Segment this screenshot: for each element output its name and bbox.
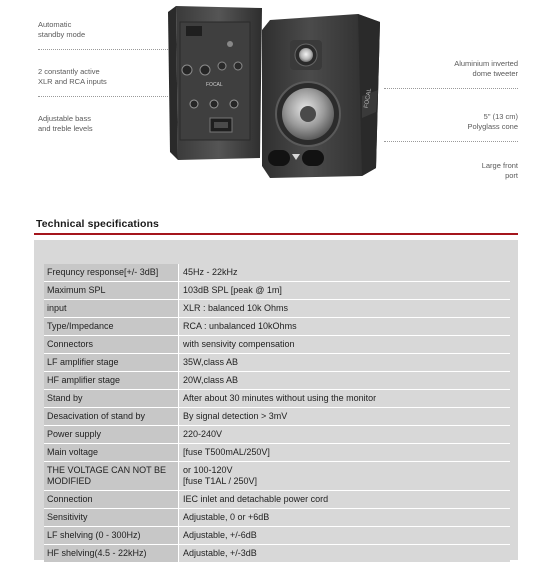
spec-value (179, 444, 511, 462)
spec-value-line: 20W,class AB (183, 375, 239, 385)
spec-label-line: input (47, 303, 67, 313)
spec-label (44, 390, 179, 408)
spec-value-line: RCA : unbalanced 10kOhms (183, 321, 297, 331)
spec-label-line: Connection (47, 494, 93, 504)
spec-label (44, 264, 179, 282)
spec-label-line: Power supply (47, 429, 102, 439)
spec-row (44, 390, 510, 408)
spec-value (179, 300, 511, 318)
spec-value-line: with sensivity compensation (183, 339, 295, 349)
spec-label (44, 527, 179, 545)
spec-row (44, 491, 510, 509)
spec-label-line: LF amplifier stage (47, 357, 119, 367)
spec-label (44, 318, 179, 336)
spec-value-line: 45Hz - 22kHz (183, 267, 238, 277)
feature-inputs: 2 constantly active XLR and RCA inputs (38, 67, 107, 86)
rear-speaker (168, 6, 262, 160)
spec-label-line: THE VOLTAGE CAN NOT BE (47, 465, 167, 475)
spec-value-line: Adjustable, +/-6dB (183, 530, 257, 540)
spec-value-line: [fuse T1AL / 250V] (183, 476, 258, 486)
spec-value (179, 336, 511, 354)
spec-value (179, 527, 511, 545)
spec-label-line: Connectors (47, 339, 94, 349)
feature-port: Large front port (481, 161, 518, 180)
spec-row (44, 509, 510, 527)
spec-label-line: HF shelving(4.5 - 22kHz) (47, 548, 147, 558)
spec-value (179, 491, 511, 509)
spec-value-line: [fuse T500mAL/250V] (183, 447, 270, 457)
spec-row (44, 462, 510, 491)
spec-value (179, 282, 511, 300)
spec-value (179, 372, 511, 390)
spec-value (179, 264, 511, 282)
product-illustration (0, 0, 554, 212)
spec-label (44, 300, 179, 318)
spec-label (44, 444, 179, 462)
spec-label-line: Frequncy response[+/- 3dB] (47, 267, 159, 277)
spec-label-line: LF shelving (0 - 300Hz) (47, 530, 141, 540)
spec-row (44, 336, 510, 354)
spec-row (44, 426, 510, 444)
specs-table (44, 264, 510, 563)
leader-line (384, 141, 518, 142)
spec-row (44, 300, 510, 318)
spec-label (44, 462, 179, 491)
spec-value-line: XLR : balanced 10k Ohms (183, 303, 289, 313)
leader-line (384, 88, 518, 89)
feature-cone: 5" (13 cm) Polyglass cone (467, 112, 518, 131)
spec-value-line: or 100-120V (183, 465, 233, 475)
spec-value-line: 35W,class AB (183, 357, 239, 367)
spec-value (179, 408, 511, 426)
spec-row (44, 527, 510, 545)
leader-line (38, 96, 168, 97)
spec-row (44, 318, 510, 336)
front-brand-text: FOCAL (363, 87, 374, 109)
spec-value (179, 354, 511, 372)
section-title: Technical specifications (36, 218, 159, 230)
spec-row (44, 282, 510, 300)
spec-value-line: Adjustable, 0 or +6dB (183, 512, 270, 522)
spec-row (44, 444, 510, 462)
spec-row (44, 354, 510, 372)
spec-label-line: MODIFIED (47, 476, 91, 486)
spec-label-line: HF amplifier stage (47, 375, 121, 385)
spec-label-line: Main voltage (47, 447, 99, 457)
spec-value (179, 318, 511, 336)
spec-label (44, 509, 179, 527)
spec-label (44, 426, 179, 444)
spec-label (44, 336, 179, 354)
front-speaker (262, 14, 380, 178)
spec-label (44, 372, 179, 390)
spec-label (44, 282, 179, 300)
spec-label-line: Stand by (47, 393, 83, 403)
spec-value-line: By signal detection > 3mV (183, 411, 288, 421)
spec-value (179, 509, 511, 527)
spec-value-line: 103dB SPL [peak @ 1m] (183, 285, 282, 295)
feature-tweeter: Aluminium inverted dome tweeter (454, 59, 518, 78)
spec-label-line: Maximum SPL (47, 285, 106, 295)
spec-label-line: Type/Impedance (47, 321, 114, 331)
spec-value-line: After about 30 minutes without using the monitor (183, 393, 377, 403)
spec-value (179, 462, 511, 491)
spec-row (44, 372, 510, 390)
spec-value-line: IEC inlet and detachable power cord (183, 494, 329, 504)
spec-label (44, 408, 179, 426)
spec-value (179, 426, 511, 444)
spec-row (44, 408, 510, 426)
title-divider (34, 233, 518, 235)
spec-value-line: Adjustable, +/-3dB (183, 548, 257, 558)
spec-label-line: Sensitivity (47, 512, 88, 522)
spec-row (44, 264, 510, 282)
feature-standby: Automatic standby mode (38, 20, 86, 39)
spec-label (44, 354, 179, 372)
spec-value-line: 220-240V (183, 429, 223, 439)
feature-bass-treble: Adjustable bass and treble levels (38, 114, 93, 133)
spec-label (44, 491, 179, 509)
leader-line (38, 49, 168, 50)
rear-brand-text: FOCAL (206, 82, 223, 88)
spec-label-line: Desacivation of stand by (47, 411, 146, 421)
spec-value (179, 390, 511, 408)
